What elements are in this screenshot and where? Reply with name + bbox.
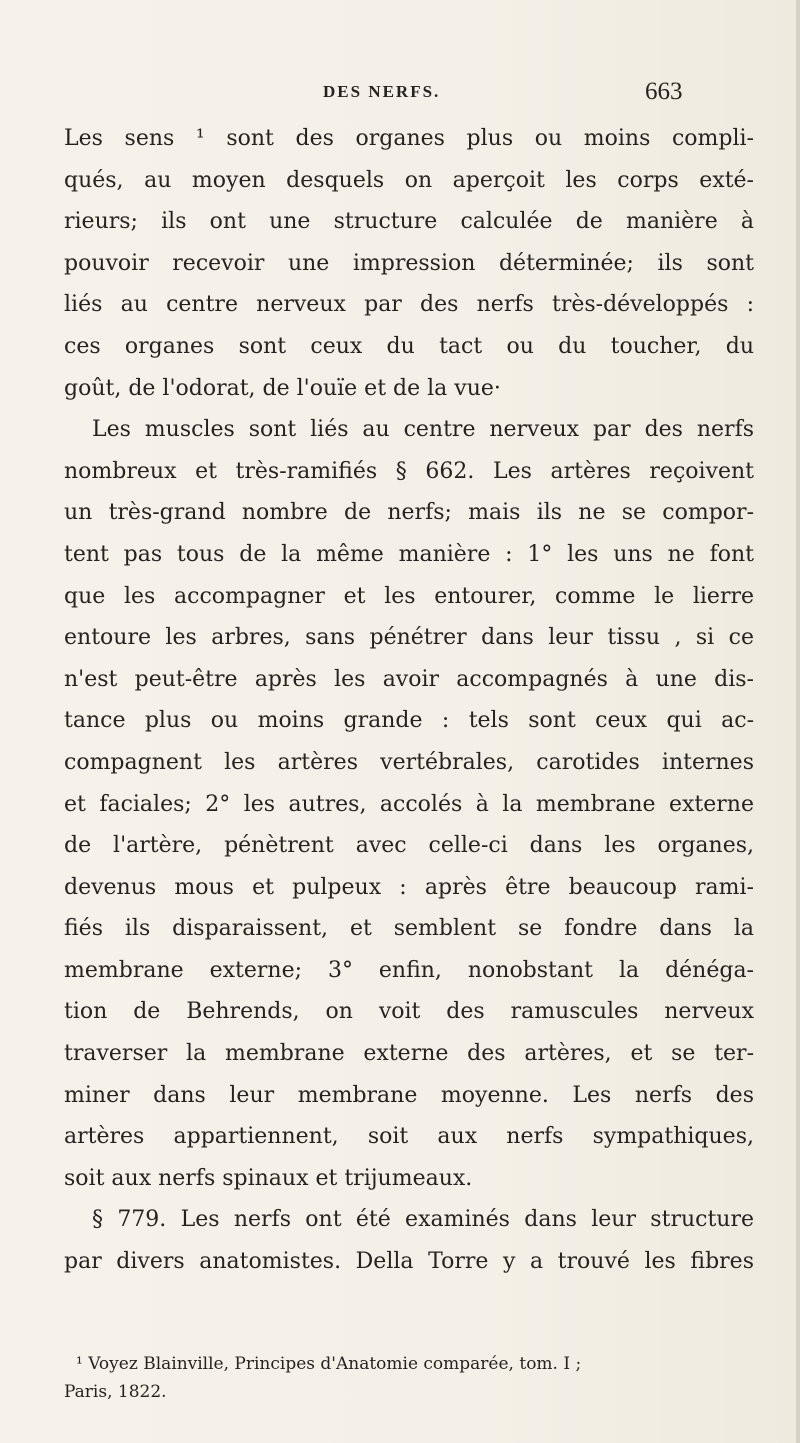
text-line: par divers anatomistes. Della Torre y a trouvé les fibres <box>64 1249 754 1275</box>
footnote <box>64 1350 754 1406</box>
text-line: § 779. Les nerfs ont été examinés dans leur structure <box>92 1207 754 1233</box>
page-header <box>0 78 800 108</box>
text-line: compagnent les artères vertébrales, carotides internes <box>64 749 754 775</box>
text-line: devenus mous et pulpeux : après être beaucoup rami- <box>64 874 754 900</box>
page-number: 663 <box>645 78 683 105</box>
text-line: et faciales; 2° les autres, accolés à la membrane externe <box>64 791 754 817</box>
text-line: traverser la membrane externe des artères, et se ter- <box>64 1041 754 1067</box>
text-line: miner dans leur membrane moyenne. Les nerfs des <box>64 1082 754 1108</box>
text-line: tion de Behrends, on voit des ramuscules nerveux <box>64 999 754 1025</box>
text-line: pouvoir recevoir une impression déterminée; ils sont <box>64 250 754 276</box>
text-line: entoure les arbres, sans pénétrer dans leur tissu , si ce <box>64 625 754 651</box>
text-line: Les sens ¹ sont des organes plus ou moins compli- <box>64 126 754 151</box>
text-line: nombreux et très-ramifiés § 662. Les artères reçoivent <box>64 458 754 484</box>
text-line: qués, au moyen desquels on aperçoit les corps exté- <box>64 167 754 193</box>
body-text <box>64 118 754 1283</box>
text-line: liés au centre nerveux par des nerfs très-développés : <box>64 292 754 318</box>
page-edge <box>796 0 800 1443</box>
footnote-line: ¹ Voyez Blainville, Principes d'Anatomie comparée, tom. I ; <box>76 1354 582 1374</box>
text-line: soit aux nerfs spinaux et trijumeaux. <box>64 1165 473 1191</box>
text-line: Les muscles sont liés au centre nerveux par des nerfs <box>92 417 754 443</box>
text-line: de l'artère, pénètrent avec celle-ci dans les organes, <box>64 833 754 859</box>
text-line: membrane externe; 3° enfin, nonobstant la dénéga- <box>64 957 754 983</box>
text-line: artères appartiennent, soit aux nerfs sympathiques, <box>64 1124 754 1150</box>
text-line: que les accompagner et les entourer, comme le lierre <box>64 583 754 609</box>
text-line: tance plus ou moins grande : tels sont ceux qui ac- <box>64 708 754 734</box>
footnote-line: Paris, 1822. <box>64 1382 167 1402</box>
text-line: rieurs; ils ont une structure calculée de manière à <box>64 209 754 235</box>
text-line: goût, de l'odorat, de l'ouïe et de la vue· <box>64 375 501 401</box>
text-line: un très-grand nombre de nerfs; mais ils ne se compor- <box>64 500 754 526</box>
text-line: fiés ils disparaissent, et semblent se fondre dans la <box>64 916 754 942</box>
text-line: ces organes sont ceux du tact ou du toucher, du <box>64 333 754 359</box>
text-line: n'est peut-être après les avoir accompagnés à une dis- <box>64 666 754 692</box>
text-line: tent pas tous de la même manière : 1° les uns ne font <box>64 541 754 567</box>
running-head: DES NERFS. <box>323 82 441 101</box>
